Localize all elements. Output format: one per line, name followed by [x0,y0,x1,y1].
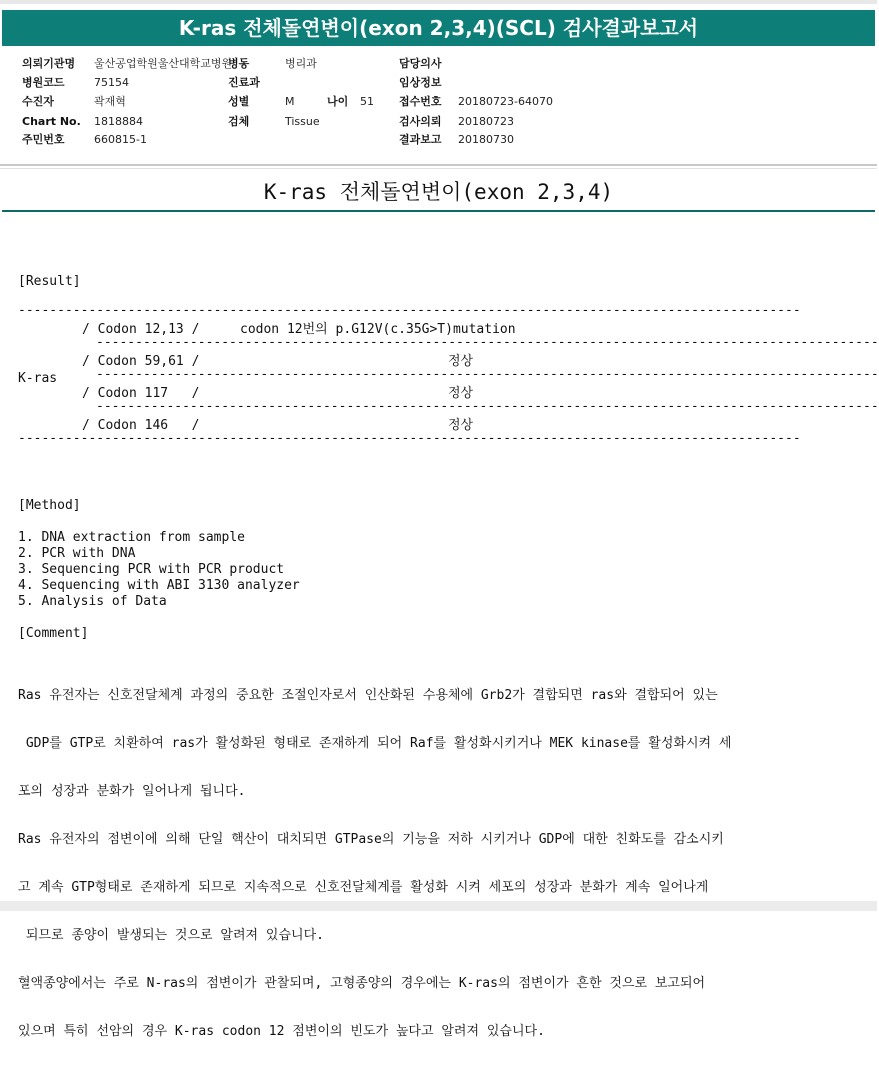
receipt-label: 접수번호 [399,95,442,108]
specimen-value: Tissue [285,115,320,128]
patient-value: 곽재혁 [94,95,126,108]
comment-line: 혈액종양에서는 주로 N-ras의 점변이가 관찰되며, 고형종양의 경우에는 K-ras의 점변이가 흔한 것으로 보고되어 [18,976,706,991]
table-row-rule: ---------------------------------------------------------------------------------------------------- [96,399,879,414]
comment-line: Ras 유전자는 신호전달체계 과정의 중요한 조절인자로서 인산화된 수용체에 Grb2가 결합되면 ras와 결합되어 있는 [18,688,718,703]
clinical-label: 임상정보 [399,76,442,89]
info-row-5 [22,131,862,149]
comment-heading: [Comment] [18,626,89,641]
comment-line: 되므로 종양이 발생되는 것으로 알려져 있습니다. [18,928,324,943]
method-item: 2. PCR with DNA [18,546,136,561]
chart-value: 1818884 [94,115,143,128]
comment-line: Ras 유전자의 점변이에 의해 단일 핵산이 대치되면 GTPase의 기능을 저하 시키거나 GDP에 대한 친화도를 감소시키 [18,832,724,847]
age-label: 나이 [327,95,349,108]
codon-row-2-label: / Codon 59,61 / [82,354,200,369]
sex-label: 성별 [228,95,250,108]
request-label: 검사의뢰 [399,115,442,128]
rrn-label: 주민번호 [22,133,65,146]
info-row-3 [22,93,862,111]
report-header-title: K-ras 전체돌연변이(exon 2,3,4)(SCL) 검사결과보고서 [178,16,699,40]
info-row-2 [22,74,862,92]
comment-line: 포의 성장과 분화가 일어나게 됩니다. [18,784,246,799]
department-label: 진료과 [228,76,260,89]
method-item: 5. Analysis of Data [18,594,167,609]
comment-line: 고 계속 GTP형태로 존재하게 되므로 지속적으로 신호전달체계를 활성화 시켜 세포의 성장과 분화가 계속 일어나게 [18,880,709,895]
report-date-value: 20180730 [458,133,514,146]
method-item: 4. Sequencing with ABI 3130 analyzer [18,578,300,593]
codon-row-1-result: codon 12번의 p.G12V(c.35G>T)mutation [240,322,516,337]
info-row-4 [22,113,862,131]
method-item: 1. DNA extraction from sample [18,530,245,545]
section-divider-light [0,168,877,169]
codon-row-2-result: 정상 [448,354,474,369]
table-bottom-rule: ---------------------------------------------------------------------------------------------------- [18,431,801,446]
info-row-1 [22,55,862,73]
table-row-rule: ---------------------------------------------------------------------------------------------------- [96,335,879,350]
table-top-rule: ---------------------------------------------------------------------------------------------------- [18,303,801,318]
comment-line: 있으며 특히 선암의 경우 K-ras codon 12 점변이의 빈도가 높다고 알려져 있습니다. [18,1024,545,1039]
codon-row-4-label: / Codon 146 / [82,418,200,433]
rrn-value: 660815-1 [94,133,147,146]
report-title: K-ras 전체돌연변이(exon 2,3,4) [263,180,614,204]
hospital-code-label: 병원코드 [22,76,65,89]
chart-label: Chart No. [22,115,81,128]
method-item: 3. Sequencing PCR with PCR product [18,562,285,577]
top-strip [0,0,877,4]
request-value: 20180723 [458,115,514,128]
report-header [2,10,875,46]
patient-label: 수진자 [22,95,54,108]
table-row-rule: ---------------------------------------------------------------------------------------------------- [96,367,879,382]
gene-label: K-ras [18,371,58,386]
result-heading: [Result] [18,274,81,289]
title-underline [2,210,875,212]
codon-row-3-result: 정상 [448,386,474,401]
codon-row-4-result: 정상 [448,418,474,433]
codon-row-3-label: / Codon 117 / [82,386,200,401]
method-heading: [Method] [18,498,81,513]
specimen-label: 검체 [228,115,250,128]
institution-value: 울산공업학원울산대학교병원 [94,57,233,70]
section-divider [0,164,877,166]
patient-info-panel [22,55,862,155]
ward-value: 병리과 [285,57,317,70]
institution-label: 의뢰기관명 [22,57,76,70]
bottom-strip [0,901,877,911]
codon-row-1-label: / Codon 12,13 / [82,322,200,337]
comment-line: GDP를 GTP로 치환하여 ras가 활성화된 형태로 존재하게 되어 Raf를 활성화시키거나 MEK kinase를 활성화시켜 세 [18,736,732,751]
age-value: 51 [360,95,374,108]
doctor-label: 담당의사 [399,57,442,70]
ward-label: 병동 [228,57,250,70]
report-date-label: 결과보고 [399,133,442,146]
hospital-code-value: 75154 [94,76,129,89]
receipt-value: 20180723-64070 [458,95,553,108]
sex-value: M [285,95,295,108]
comment-body [18,656,868,1072]
